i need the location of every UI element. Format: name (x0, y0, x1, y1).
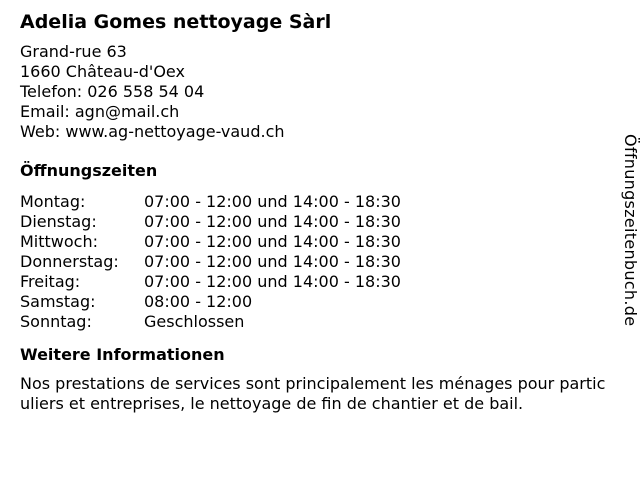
hours-day: Montag: (20, 192, 86, 211)
hours-day: Sonntag: (20, 312, 92, 331)
opening-hours-table (20, 192, 600, 332)
hours-time: Geschlossen (144, 312, 245, 331)
web-link[interactable]: www.ag-nettoyage-vaud.ch (65, 122, 285, 141)
hours-time: 07:00 - 12:00 und 14:00 - 18:30 (144, 272, 401, 291)
business-name: Adelia Gomes nettoyage Sàrl (20, 11, 332, 33)
further-info-heading: Weitere Informationen (20, 345, 225, 364)
street-address: Grand-rue 63 (20, 42, 127, 61)
web-label: Web: (20, 122, 66, 141)
further-info-text: Nos prestations de services sont principalement les ménages pour particuliers et entreprises, le nettoyage de fin de chantier et de bail. (20, 374, 606, 413)
hours-day: Donnerstag: (20, 252, 119, 271)
opening-hours-heading: Öffnungszeiten (20, 161, 158, 180)
hours-time: 07:00 - 12:00 und 14:00 - 18:30 (144, 252, 401, 271)
hours-row-monday (20, 192, 600, 212)
hours-day: Dienstag: (20, 212, 97, 231)
hours-row-wednesday (20, 232, 600, 252)
hours-time: 07:00 - 12:00 und 14:00 - 18:30 (144, 192, 401, 211)
hours-time: 07:00 - 12:00 und 14:00 - 18:30 (144, 232, 401, 251)
site-watermark-label: Öffnungszeitenbuch.de (621, 134, 640, 327)
hours-day: Samstag: (20, 292, 96, 311)
hours-row-tuesday (20, 212, 600, 232)
hours-row-saturday (20, 292, 600, 312)
hours-day: Freitag: (20, 272, 81, 291)
hours-row-friday (20, 272, 600, 292)
hours-day: Mittwoch: (20, 232, 98, 251)
business-card (20, 10, 606, 414)
hours-time: 08:00 - 12:00 (144, 292, 253, 311)
web-line (20, 122, 600, 142)
email-link[interactable]: agn@mail.ch (74, 102, 180, 121)
email-label: Email: (20, 102, 75, 121)
contact-block (20, 42, 600, 142)
city-address: 1660 Château-d'Oex (20, 62, 185, 81)
phone-number: Telefon: 026 558 54 04 (20, 82, 205, 101)
hours-row-sunday (20, 312, 600, 332)
hours-time: 07:00 - 12:00 und 14:00 - 18:30 (144, 212, 401, 231)
hours-row-thursday (20, 252, 600, 272)
email-line (20, 102, 600, 122)
